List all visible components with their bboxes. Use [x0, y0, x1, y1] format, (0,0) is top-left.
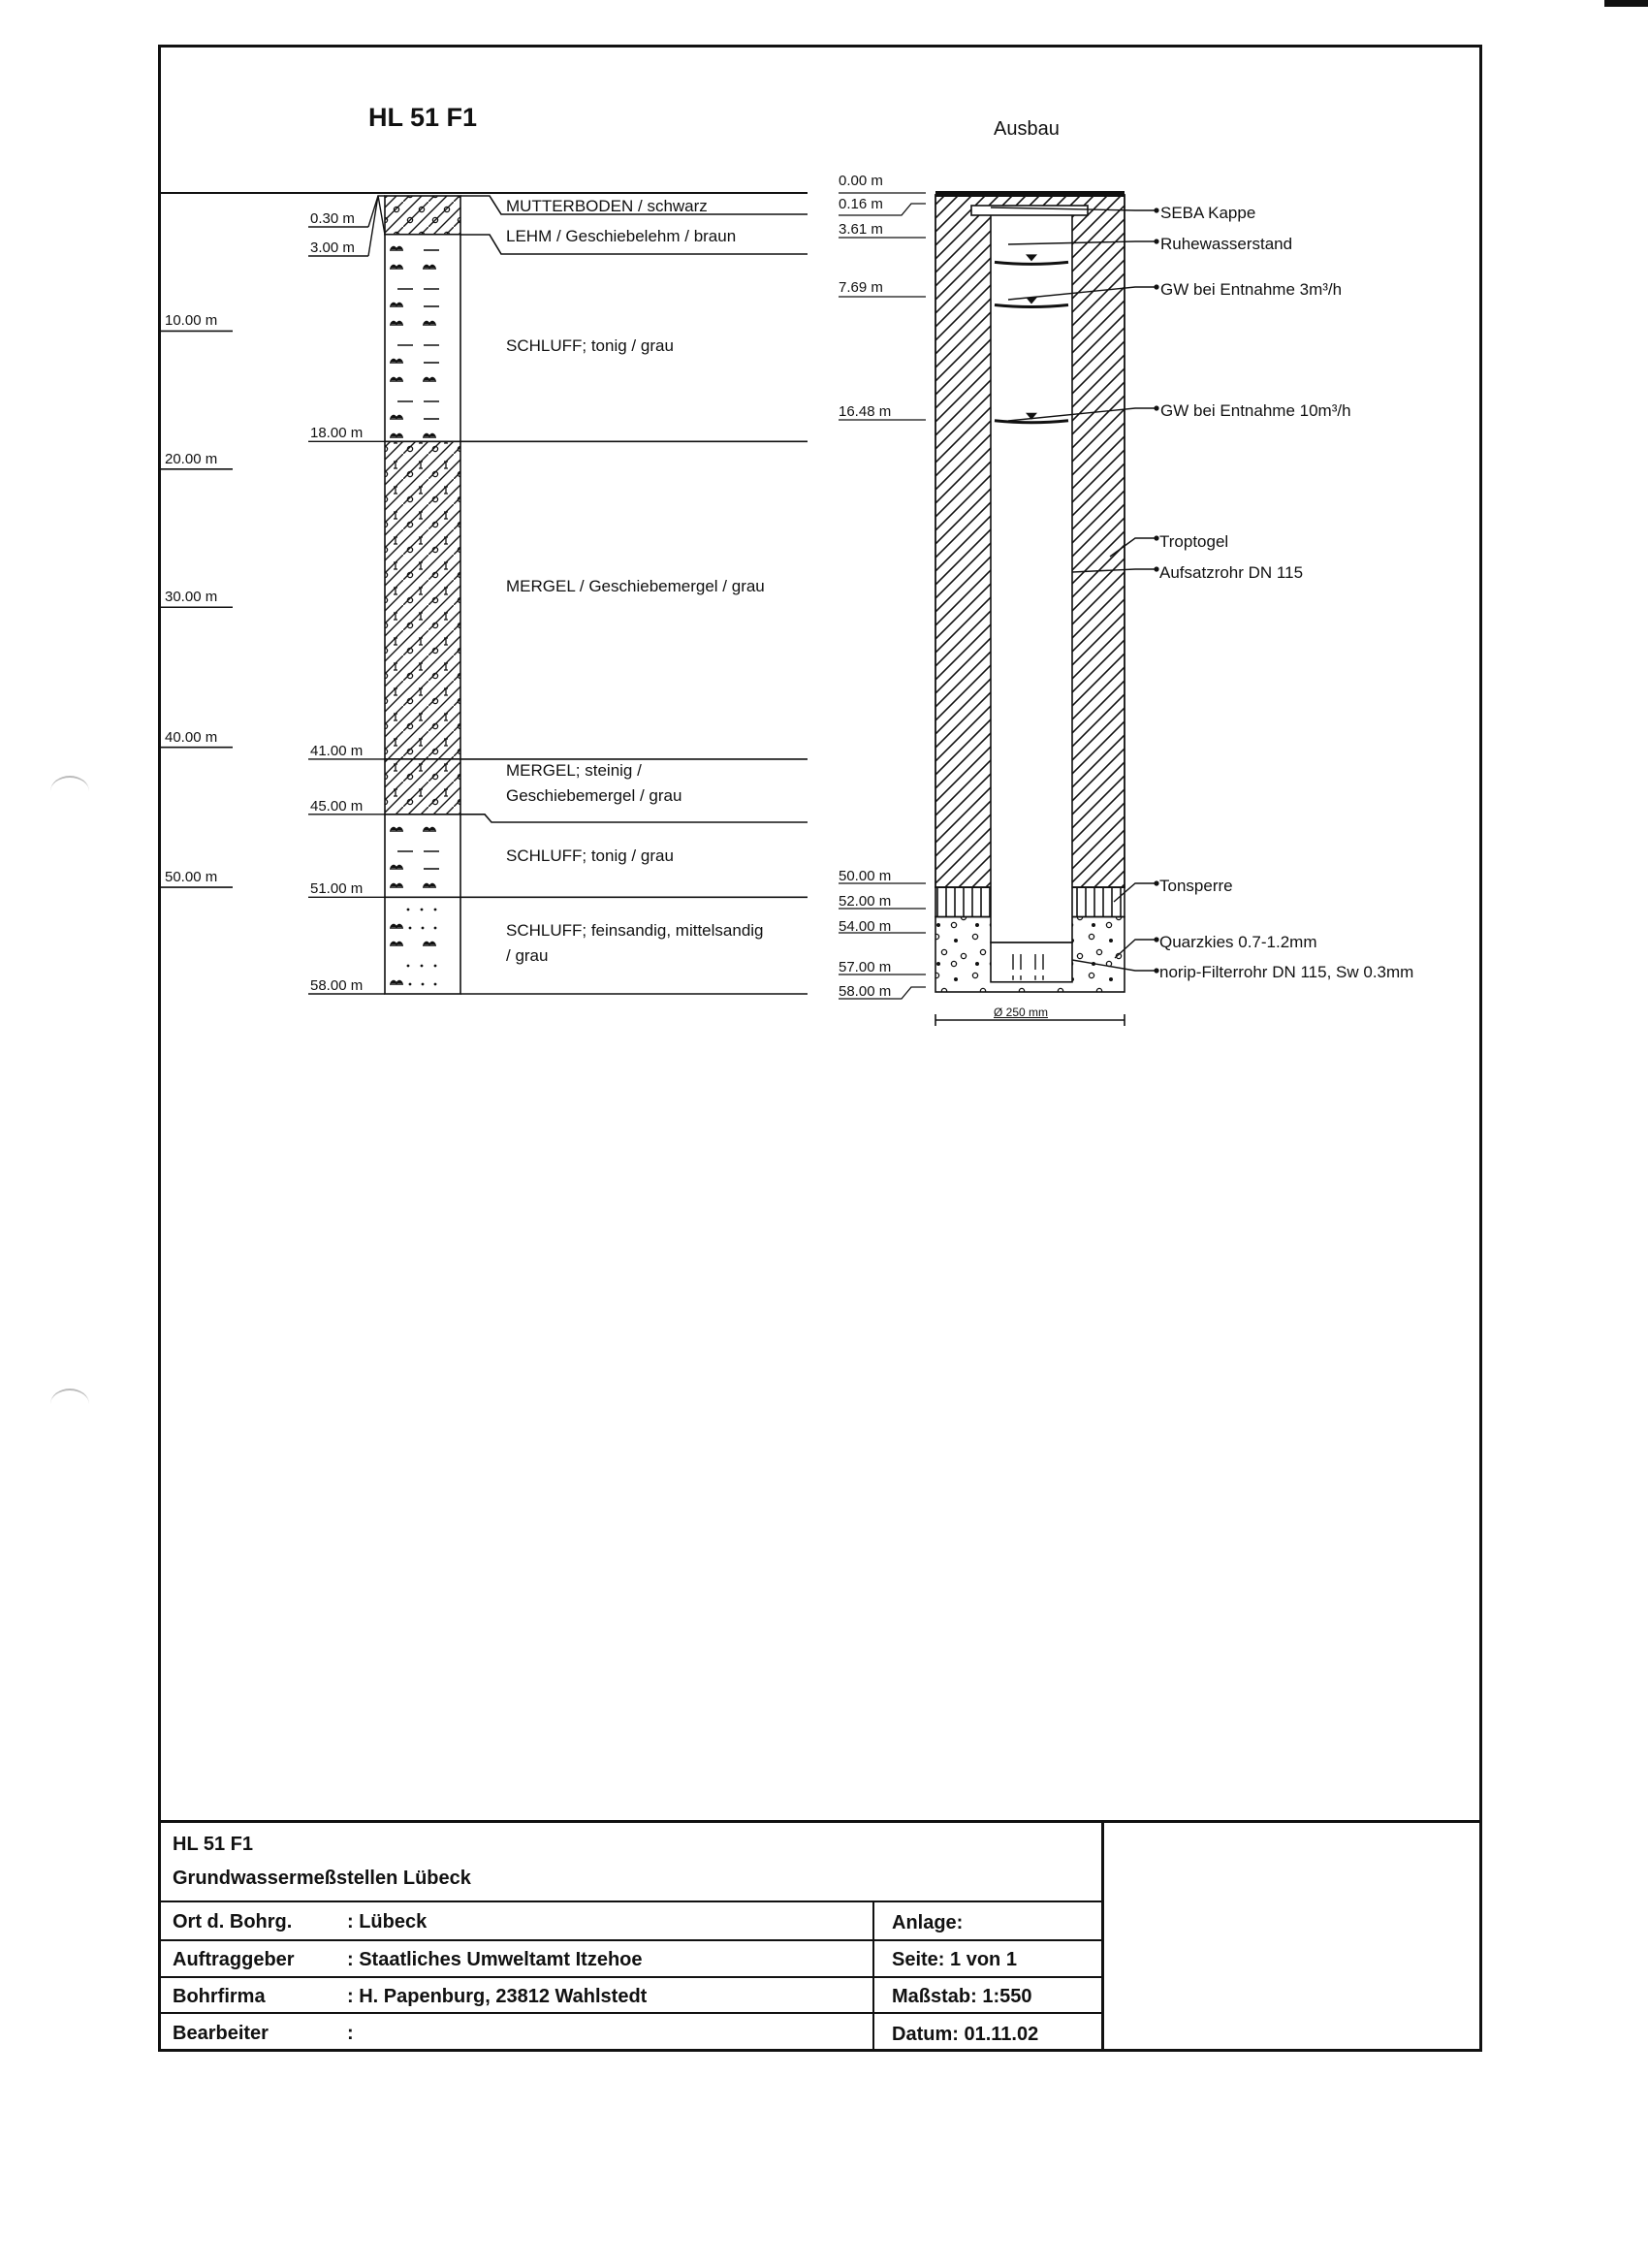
well-depth-label: 7.69 m: [839, 279, 883, 296]
layer-marl: [385, 441, 460, 759]
title-row-value: :: [347, 2023, 354, 2044]
layer-description: MERGEL; steinig /: [506, 761, 642, 780]
annotation-backfill: Troptogel: [1159, 532, 1229, 551]
layer-description: MUTTERBODEN / schwarz: [506, 197, 708, 215]
ausbau-title: Ausbau: [994, 118, 1060, 140]
title-row-right: Maßstab: 1:550: [892, 1986, 1032, 2007]
filter-pipe: [991, 942, 1072, 982]
annotation-dot: [1154, 208, 1158, 212]
layer-description: SCHLUFF; feinsandig, mittelsandig: [506, 921, 764, 940]
punch-hole-mark: [50, 1389, 89, 1420]
depth-tick-label: 10.00 m: [165, 312, 218, 330]
well-depth-label: 0.00 m: [839, 173, 883, 189]
layer-depth-label: 45.00 m: [310, 797, 364, 815]
annotation-rest-level: Ruhewasserstand: [1160, 235, 1293, 253]
layer-depth-label: 0.30 m: [310, 210, 355, 227]
title-row-right: Anlage:: [892, 1912, 964, 1933]
well-depth-label: 54.00 m: [839, 918, 892, 935]
title-block-rule: [158, 2012, 1103, 2014]
layer-description: LEHM / Geschiebelehm / braun: [506, 227, 737, 245]
depth-tick-label: 50.00 m: [165, 869, 218, 886]
layer-marl: [385, 759, 460, 815]
depth-tick-label: 40.00 m: [165, 728, 218, 746]
annotation-riser-pipe: Aufsatzrohr DN 115: [1159, 563, 1304, 582]
layer-description: SCHLUFF; tonig / grau: [506, 847, 674, 865]
drawing-title: HL 51 F1: [368, 103, 478, 132]
title-row-key: Bohrfirma: [173, 1986, 266, 2007]
annotation-dot: [1154, 535, 1158, 540]
annotation-gw-10: GW bei Entnahme 10m³/h: [1160, 401, 1351, 420]
borehole-drawing: [0, 0, 1648, 1086]
diameter-label: Ø 250 mm: [994, 1006, 1049, 1019]
title-block-rule: [158, 1901, 1103, 1902]
layer-depth-label: 58.00 m: [310, 977, 364, 994]
layer-boundary-line: [460, 815, 808, 822]
title-row-key: Ort d. Bohrg.: [173, 1911, 293, 1933]
title-row-right: Datum: 01.11.02: [892, 2024, 1039, 2045]
title-block-id: HL 51 F1: [173, 1834, 253, 1855]
layer-description: / grau: [506, 946, 549, 965]
depth-tick-label: 30.00 m: [165, 589, 218, 606]
well-depth-label: 16.48 m: [839, 403, 892, 420]
layer-depth-label: 3.00 m: [310, 240, 355, 256]
layer-silt-sand: [385, 897, 460, 994]
title-block: [158, 1820, 1482, 2052]
annotation-gw-3: GW bei Entnahme 3m³/h: [1160, 280, 1343, 299]
title-row-value: : H. Papenburg, 23812 Wahlstedt: [347, 1986, 648, 2007]
layer-depth-label: 41.00 m: [310, 742, 364, 759]
title-block-project: Grundwassermeßstellen Lübeck: [173, 1868, 471, 1889]
annotation-clay-seal: Tonsperre: [1159, 877, 1233, 895]
title-block-rule: [158, 1939, 1103, 1941]
title-row-value: : Staatliches Umweltamt Itzehoe: [347, 1949, 643, 1970]
layer-description: MERGEL / Geschiebemergel / grau: [506, 577, 765, 595]
well-depth-label: 52.00 m: [839, 893, 892, 910]
well-depth-label: 0.16 m: [839, 196, 883, 212]
annotation-dot: [1154, 880, 1158, 885]
layer-topsoil: [385, 196, 460, 235]
layer-description: Geschiebemergel / grau: [506, 786, 682, 805]
well-depth-label: 3.61 m: [839, 221, 883, 238]
layer-depth-label: 51.00 m: [310, 880, 364, 898]
annotation-gravel: Quarzkies 0.7-1.2mm: [1159, 933, 1317, 951]
annotation-seba-cap: SEBA Kappe: [1160, 204, 1256, 222]
layer-silt-clay: [385, 815, 460, 897]
depth-scale: [159, 331, 233, 887]
title-row-key: Bearbeiter: [173, 2023, 269, 2044]
title-row-right: Seite: 1 von 1: [892, 1949, 1017, 1970]
annotation-dot: [1154, 566, 1158, 571]
annotation-dot: [1154, 405, 1158, 410]
title-row-value: : Lübeck: [347, 1911, 428, 1933]
seba-cap: [971, 206, 1088, 215]
layer-silt-clay: [385, 235, 460, 442]
annotation-dot: [1154, 284, 1158, 289]
riser-pipe: [991, 214, 1072, 942]
annotation-dot: [1154, 968, 1158, 973]
well-depth-label: 58.00 m: [839, 983, 892, 1000]
annotation-filter-pipe: norip-Filterrohr DN 115, Sw 0.3mm: [1159, 963, 1414, 981]
title-block-rule: [158, 1976, 1103, 1978]
annotation-dot: [1154, 937, 1158, 942]
depth-leader: [368, 196, 385, 256]
title-block-col-divider: [872, 1901, 874, 2052]
layer-description: SCHLUFF; tonig / grau: [506, 336, 674, 355]
layer-depth-label: 18.00 m: [310, 425, 364, 442]
title-row-key: Auftraggeber: [173, 1949, 295, 1970]
annotation-dot: [1154, 239, 1158, 243]
title-block-divider: [1101, 1820, 1104, 2052]
well-depth-label: 57.00 m: [839, 959, 892, 975]
well-depth-label: 50.00 m: [839, 868, 892, 884]
surface-cover: [935, 191, 1125, 197]
depth-tick-label: 20.00 m: [165, 450, 218, 467]
